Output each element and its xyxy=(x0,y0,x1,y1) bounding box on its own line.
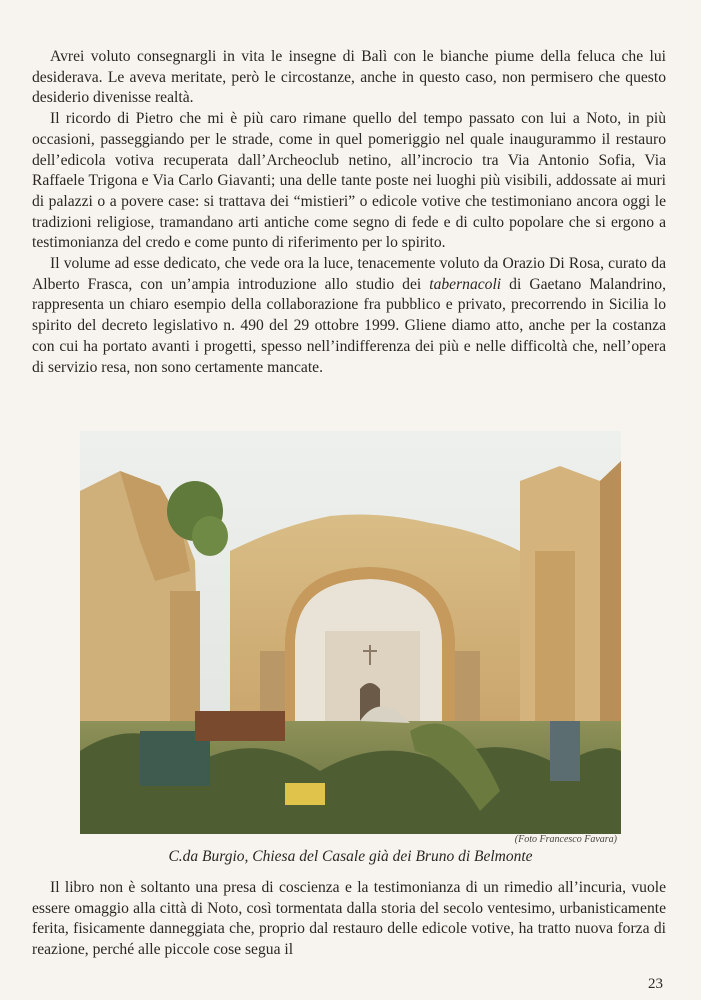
paragraph-1: Avrei voluto consegnargli in vita le insegne di Balì con le bianche piume della feluca che lui desiderava. Le aveva meritate, però le circostanze, anche in questo caso, non permisero che questo desiderio divenisse realtà. xyxy=(32,48,666,107)
figure-caption: C.da Burgio, Chiesa del Casale già dei Bruno di Belmonte xyxy=(168,848,533,865)
paragraph-3 xyxy=(32,254,666,378)
paragraph-2: Il ricordo di Pietro che mi è più caro rimane quello del tempo passato con lui a Noto, in più occasioni, passeggiando per le strade, come in quel pomeriggio nel quale inaugurammo il restauro dell’edicola votiva recuperata dall’Archeoclub netino, all’incrocio tra Via Antonio Sofia, Via Raffaele Trigona e Via Carlo Giavanti; una delle tante poste nei luoghi più visibili, addossate ai muri di palazzi o a povere case: si trattava dei “mistieri” o edicole votive che testimoniano ancora oggi le tradizioni religiose, tramandano arti antiche come segno di fede e di culto popolare che si ergono a testimonianza del credo e come punto di riferimento per lo spirito. xyxy=(32,110,666,252)
photo-credit: (Foto Francesco Favara) xyxy=(514,834,617,845)
church-ruins-photo xyxy=(80,431,621,834)
page-number: 23 xyxy=(648,976,663,992)
body-text-top xyxy=(32,47,666,378)
paragraph-3-text-a: Il volume ad esse dedicato, che vede ora la luce, tenacemente voluto da Orazio Di Rosa, curato da Alberto Frasca, con un’ampia introduzione allo studio dei xyxy=(32,255,666,293)
body-text-bottom xyxy=(32,878,666,961)
paragraph-3-italic-term: tabernacoli xyxy=(429,275,502,293)
paragraph-4: Il libro non è soltanto una presa di coscienza e la testimonianza di un rimedio all’incuria, vuole essere omaggio alla città di Noto, così tormentata dalla storia del secolo ventesimo, urbanisticamente ferita, fisicamente danneggiata che, proprio dal restauro delle edicole votive, ha tratto nuova forza di reazione, perché alle piccole cose segua il xyxy=(32,879,666,959)
paragraph-3-text-b: di Gaetano Malandrino, rappresenta un chiaro esempio della collaborazione fra pubblico e privato, precorrendo in Sicilia lo spirito del decreto legislativo n. 490 del 29 ottobre 1999. Gliene diamo atto, anche per la costanza con cui ha portato avanti i progetti, spesso nell’indifferenza dei più e nelle difficoltà che, nell’opera di servizio resa, non sono certamente mancate. xyxy=(32,275,666,376)
